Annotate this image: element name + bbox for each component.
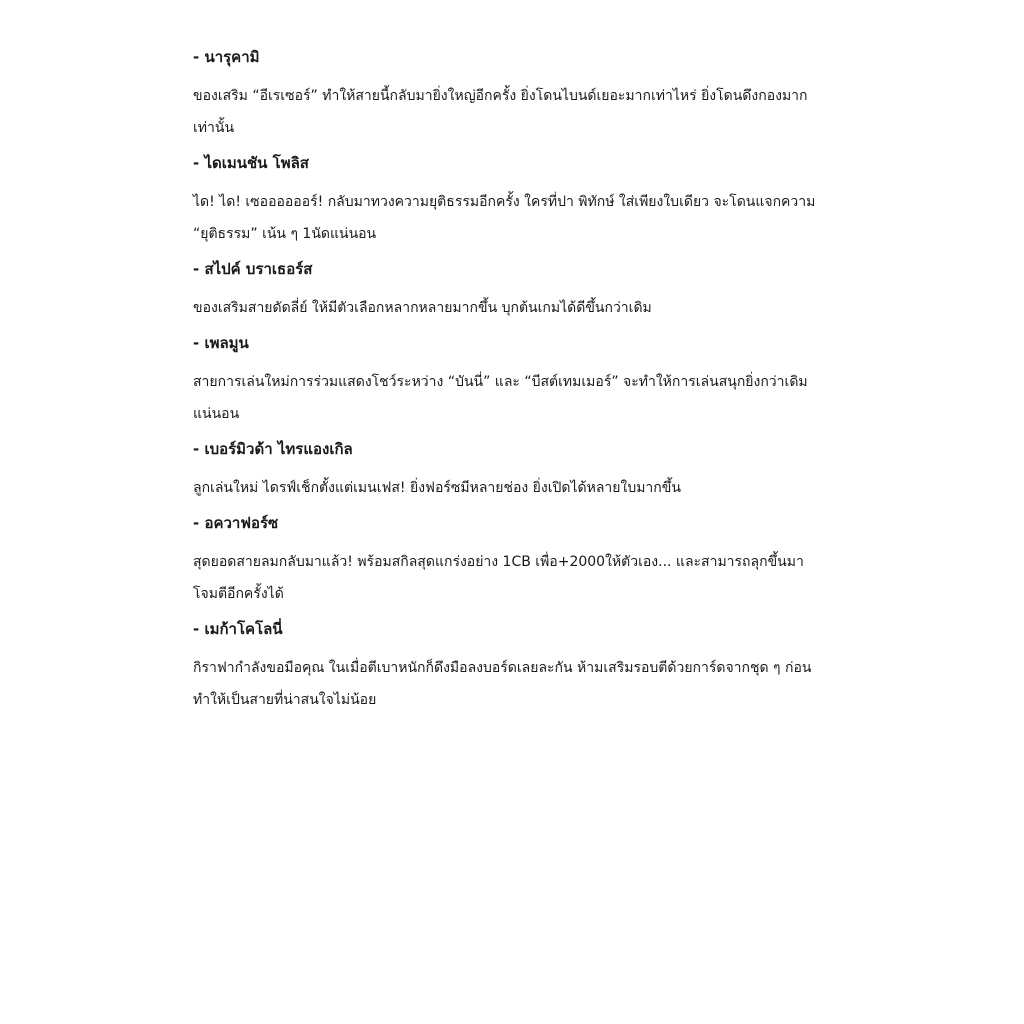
section-heading: - อควาฟอร์ซ (193, 514, 279, 532)
section-megacolony (193, 616, 833, 716)
section-body: กิราฟากำลังขอมือคุณ ในเมื่อตีเบาหนักก็ดึงมือลงบอร์ดเลยละกัน ห้ามเสริมรอบตีด้วยการ์ดจากชุด ๆ ก่อน ทำให้เป็นสายที่น่าสนใจไม่น้อย (193, 660, 812, 708)
section-bermuda-triangle (193, 436, 833, 504)
section-heading: - นารุคามิ (193, 48, 260, 66)
section-dimension-police (193, 150, 833, 250)
section-heading: - เบอร์มิวด้า ไทรแองเกิล (193, 440, 353, 458)
section-body: ของเสริม “อีเรเซอร์” ทำให้สายนี้กลับมายิ่งใหญ่อีกครั้ง ยิ่งโดนไบนด์เยอะมากเท่าไหร่ ยิ่งโดนดึงกองมากเท่านั้น (193, 88, 808, 136)
section-heading: - เพลมูน (193, 334, 249, 352)
section-heading: - สไปค์ บราเธอร์ส (193, 260, 313, 278)
section-body: สุดยอดสายลมกลับมาแล้ว! พร้อมสกิลสุดแกร่งอย่าง 1CB เพื่อ+2000ให้ตัวเอง... และสามารถลุกขึ้นมาโจมตีอีกครั้งได้ (193, 554, 804, 602)
section-body: สายการเล่นใหม่การร่วมแสดงโชว์ระหว่าง “บันนี่” และ “บีสต์เทมเมอร์” จะทำให้การเล่นสนุกยิ่งกว่าเดิมแน่นอน (193, 374, 808, 422)
section-aqua-force (193, 510, 833, 610)
section-body: ได! ได! เซออออออร์! กลับมาทวงความยุติธรรมอีกครั้ง ใครที่ปา พิทักษ์ ใส่เพียงใบเดียว จะโดนแจกความ “ยุติธรรม” เน้น ๆ 1นัดแน่นอน (193, 194, 816, 242)
section-narukami (193, 44, 833, 144)
section-heading: - ไดเมนชัน โพลิส (193, 154, 309, 172)
section-spike-brothers (193, 256, 833, 324)
section-pale-moon (193, 330, 833, 430)
section-body: ของเสริมสายดัดลี่ย์ ให้มีตัวเลือกหลากหลายมากขึ้น บุกต้นเกมได้ดีขึ้นกว่าเดิม (193, 300, 652, 316)
section-body: ลูกเล่นใหม่ ไดรฟ์เช็กตั้งแต่เมนเฟส! ยิ่งฟอร์ซมีหลายช่อง ยิ่งเปิดได้หลายใบมากขึ้น (193, 480, 681, 496)
section-heading: - เมก้าโคโลนี่ (193, 620, 283, 638)
document-page (193, 44, 833, 722)
